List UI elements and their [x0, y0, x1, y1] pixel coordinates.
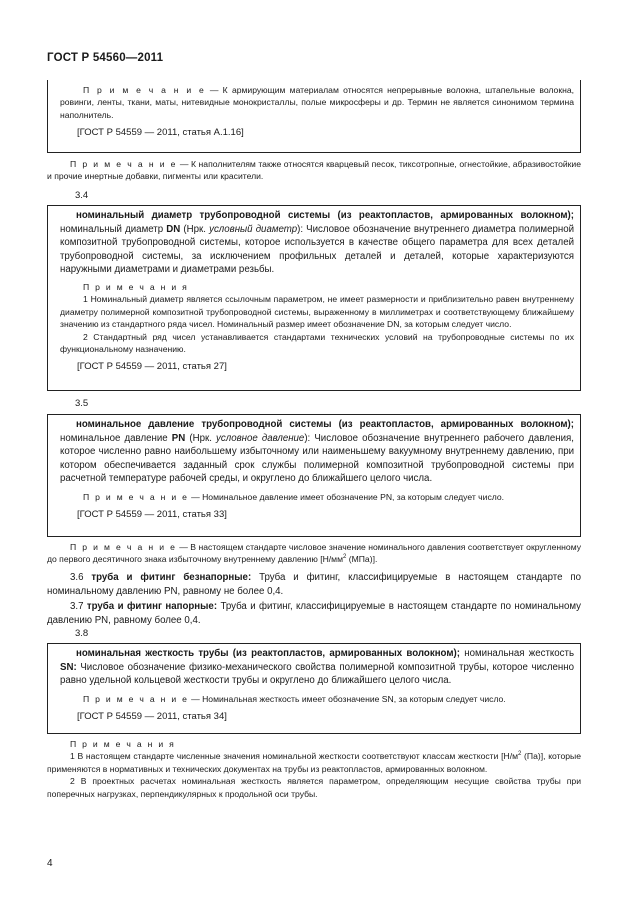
- term-name: труба и фитинг безнапорные:: [91, 572, 252, 583]
- notes-label: П р и м е ч а н и я: [70, 739, 176, 749]
- clause-number-3-8: 3.8: [75, 628, 89, 639]
- definition-box-3-4: [47, 205, 581, 391]
- definition-3-6: [47, 571, 581, 598]
- term-text: Труба и фитинг, классифицируемые в настоящем стандарте по номинальному давлению PN, равному не более 0,4.: [47, 572, 581, 597]
- term-text: Труба и фитинг, классифицируемые в настоящем стандарте по номинальному давлению PN, равному более 0,4.: [47, 601, 582, 626]
- definition-box-3-5: [47, 414, 581, 537]
- superscript: 2: [518, 751, 522, 758]
- note-label: П р и м е ч а н и е: [70, 542, 177, 552]
- notes-label: П р и м е ч а н и я: [83, 281, 189, 292]
- term-text: Числовое обозначение физико-механического свойства полимерной композитной трубы, которое численно равно удельной кольцевой жесткости трубы и округлено до ближайшего целого числа.: [60, 661, 574, 687]
- source-reference: [ГОСТ Р 54559 — 2011, статья 34]: [77, 711, 227, 723]
- stiffness-note: [60, 693, 574, 705]
- term-text: (Нрк.: [185, 432, 217, 444]
- document-header: ГОСТ Р 54560—2011: [47, 52, 164, 64]
- definition-box-3-8: [47, 643, 581, 734]
- term-text: (Нрк.: [180, 223, 210, 235]
- note-text: — К армирующим материалам относятся непрерывные волокна, штапельные волокна, ровинги, ленты, ткани, маты, нитевидные монокристаллы, полые микросферы и др. Термин не является синонимом термина наполнитель.: [60, 85, 574, 120]
- note-label: П р и м е ч а н и е: [83, 491, 189, 502]
- definition-3-7: [47, 600, 581, 627]
- definition-3-4: [60, 209, 574, 277]
- note-text: (МПа)].: [346, 554, 378, 565]
- final-note-1: [47, 750, 581, 775]
- note-text: (Па)], которые применяются в нормативных и технических документах на трубы из реактопластов, армированных волокном.: [47, 751, 581, 774]
- term-text: ): Числовое обозначение внутреннего диаметра полимерной композитной трубопроводной системы, которое используется в качестве общего параметра для всех деталей трубопроводной системы, за исключением профильных деталей и деталей, которые характеризуются наружными диаметрами и диаметрами резьбы.: [60, 223, 574, 276]
- note-text: 1 В настоящем стандарте численные значения номинальной жесткости соответствуют классам жесткости [Н/м: [70, 751, 518, 762]
- fillers-note: [47, 158, 581, 183]
- definition-3-8: [60, 647, 574, 688]
- pressure-note: [60, 491, 574, 503]
- note-text: — Номинальное давление имеет обозначение PN, за которым следует число.: [188, 491, 505, 502]
- note-label: П р и м е ч а н и е: [83, 85, 206, 95]
- final-note-2: 2 В проектных расчетах номинальная жесткость является параметром, определяющим несущие свойства трубы при поперечных нагрузках, перпендикулярных к продольной оси трубы.: [47, 776, 581, 799]
- term-name: номинальное давление трубопроводной системы (из реактопластов, армированных волокном);: [76, 419, 574, 430]
- term-abbreviation: DN: [166, 223, 181, 235]
- note-label: П р и м е ч а н и е: [70, 159, 178, 169]
- source-reference: [ГОСТ Р 54559 — 2011, статья 33]: [77, 509, 227, 521]
- superscript: 2: [343, 554, 347, 561]
- note-text: — В настоящем стандарте числовое значение номинального давления соответствует округленному до первого десятичного знака избыточному внутреннему давлению [Н/мм: [47, 542, 581, 565]
- final-notes: [47, 738, 581, 800]
- term-name: номинальная жесткость трубы (из реактопластов, армированных волокном);: [76, 648, 460, 659]
- clause-number-3-5: 3.5: [75, 398, 89, 409]
- source-reference: [ГОСТ Р 54559 — 2011, статья 27]: [77, 361, 227, 373]
- clause-number-3-4: 3.4: [75, 190, 89, 201]
- deprecated-term: условный диаметр: [209, 223, 298, 235]
- term-text: номинальная жесткость: [459, 648, 574, 659]
- term-abbreviation: SN:: [60, 661, 77, 673]
- continued-definition-box: [47, 80, 581, 153]
- deprecated-term: условное давление: [216, 432, 305, 444]
- term-abbreviation: PN: [171, 432, 186, 444]
- note-1: 1 Номинальный диаметр является ссылочным параметром, не имеет размерности и приблизительно равен внутреннему диаметру полимерной композитной трубопроводной системы, выраженному в миллиметрах и соответствующему ближайшему значению из стандартного ряда чисел. Номинальный размер имеет обозначение DN, за которым следует число.: [60, 294, 574, 330]
- source-reference: [ГОСТ Р 54559 — 2011, статья А.1.16]: [77, 127, 244, 139]
- note-2: 2 Стандартный ряд чисел устанавливается стандартами технических условий на трубопроводные системы по их функциональному назначению.: [60, 331, 574, 354]
- note-text: — Номинальная жесткость имеет обозначение SN, за которым следует число.: [188, 693, 506, 704]
- term-text: номинальное давление: [60, 432, 172, 444]
- term-name: номинальный диаметр трубопроводной системы (из реактопластов, армированных волокном);: [76, 210, 574, 221]
- term-name: труба и фитинг напорные:: [86, 601, 218, 612]
- clause-number-3-7: 3.7: [70, 601, 84, 612]
- term-text: ): Числовое обозначение внутреннего рабочего давления, которое численно равно наибольшему избыточному или наименьшему вакуумному внутреннему давлению, при котором обеспечивается заданный срок службы полимерной композитной трубопроводной системы при расчетной температуре рабочей среды, и округлено до ближайшего целого числа.: [60, 432, 574, 485]
- note-label: П р и м е ч а н и е: [83, 693, 189, 704]
- definition-3-5: [60, 418, 574, 486]
- term-text: номинальный диаметр: [60, 223, 167, 235]
- reinforcement-note: [60, 84, 574, 121]
- clause-number-3-6: 3.6: [70, 572, 84, 583]
- pressure-rounding-note: [47, 541, 581, 566]
- page-number: 4: [47, 858, 53, 869]
- note-text: — К наполнителям также относятся кварцевый песок, тиксотропные, огнестойкие, абразивостойкие и прочие инертные добавки, пигменты или красители.: [47, 159, 581, 182]
